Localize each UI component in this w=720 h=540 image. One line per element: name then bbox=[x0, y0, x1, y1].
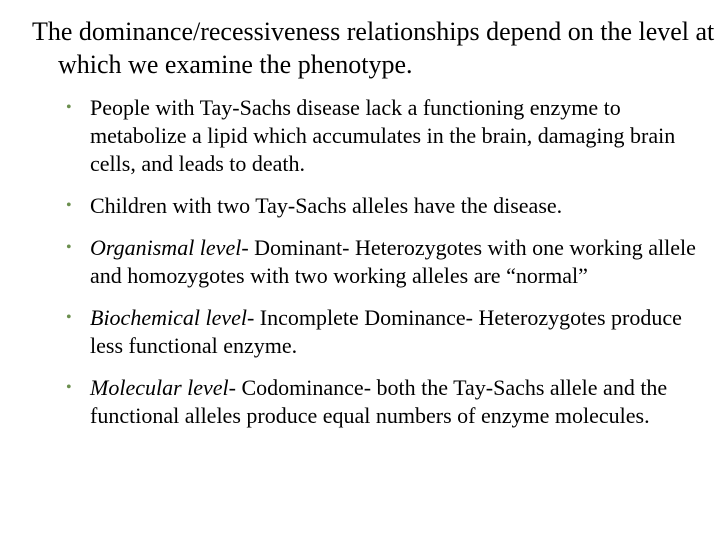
bullet-text: People with Tay-Sachs disease lack a functioning enzyme to metabolize a lipid which accumulates in the brain, damaging brain cells, and leads to death. bbox=[90, 95, 676, 176]
bullet-text: - Codominance- both the Tay-Sachs allele and the functional alleles produce equal numbers of enzyme molecules. bbox=[90, 375, 668, 428]
bullet-item bbox=[62, 94, 712, 178]
bullet-dot-icon: • bbox=[66, 197, 72, 214]
bullet-text: - Dominant- Heterozygotes with one working allele and homozygotes with two working alleles are “normal” bbox=[90, 235, 696, 288]
bullet-list bbox=[62, 94, 712, 444]
bullet-item bbox=[62, 304, 712, 360]
slide-heading: The dominance/recessiveness relationships depend on the level at which we examine the phenotype. bbox=[32, 17, 715, 79]
bullet-item bbox=[62, 192, 712, 220]
bullet-item bbox=[62, 374, 712, 430]
bullet-dot-icon: • bbox=[66, 309, 72, 326]
bullet-text: Children with two Tay-Sachs alleles have the disease. bbox=[90, 193, 563, 218]
bullet-text: - Incomplete Dominance- Heterozygotes produce less functional enzyme. bbox=[90, 305, 682, 358]
bullet-dot-icon: • bbox=[66, 379, 72, 396]
bullet-lead: Organismal level bbox=[90, 235, 242, 260]
bullet-dot-icon: • bbox=[66, 99, 72, 116]
bullet-lead: Molecular level bbox=[90, 375, 229, 400]
bullet-lead: Biochemical level bbox=[90, 305, 247, 330]
bullet-dot-icon: • bbox=[66, 239, 72, 256]
bullet-item bbox=[62, 234, 712, 290]
